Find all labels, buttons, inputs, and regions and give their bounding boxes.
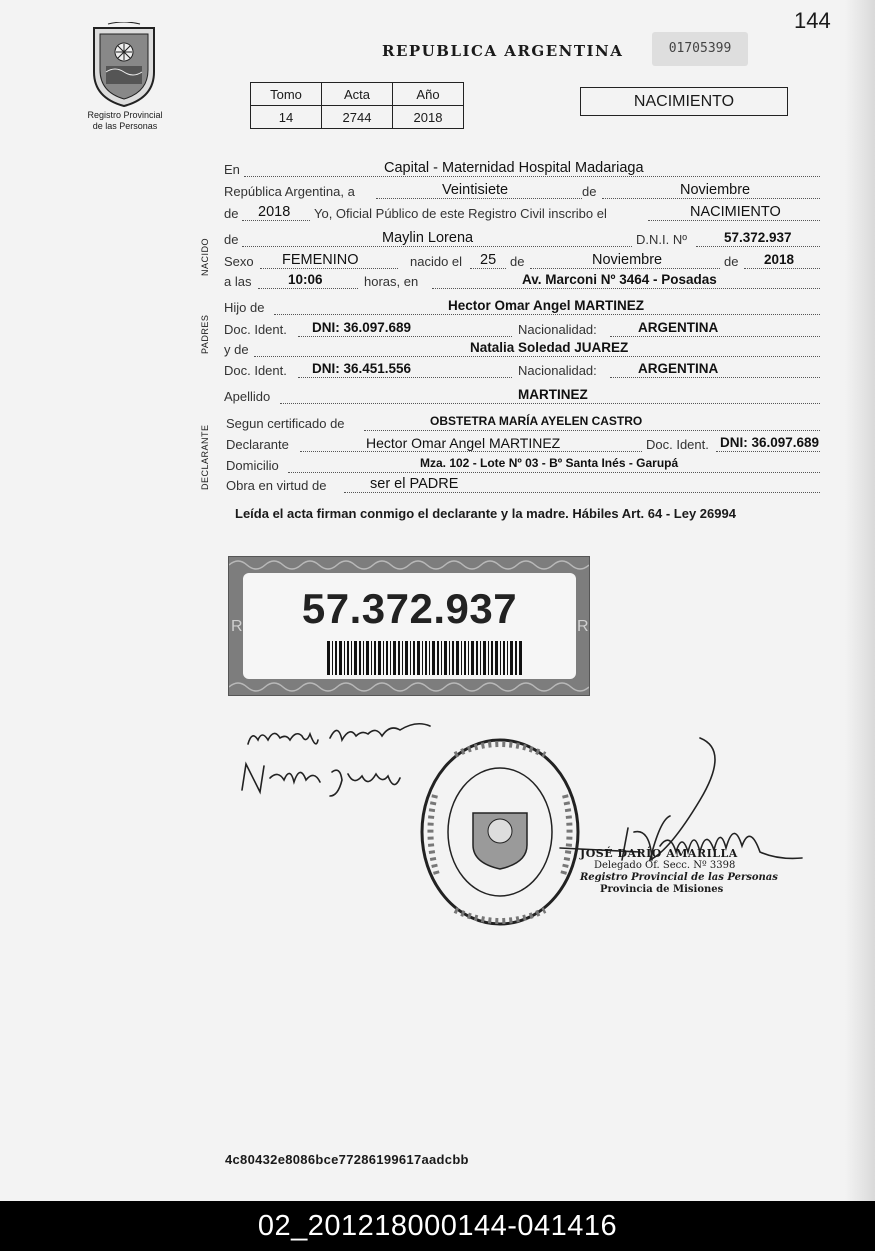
label-obra: Obra en virtud de <box>226 478 327 493</box>
row-father-doc <box>224 322 824 342</box>
value-sex: FEMENINO <box>282 252 359 268</box>
row-date <box>224 184 824 204</box>
value-birth-time: 10:06 <box>288 272 323 287</box>
header-tomo: Tomo <box>251 83 322 106</box>
label-en: En <box>224 162 240 177</box>
value-place: Capital - Maternidad Hospital Madariaga <box>384 160 644 176</box>
value-father-doc: DNI: 36.097.689 <box>312 320 412 335</box>
label-domicilio: Domicilio <box>226 458 279 473</box>
value-acta: 2744 <box>322 106 393 129</box>
logo-caption <box>70 110 180 132</box>
row-birth-time-place <box>224 274 824 294</box>
barcode-icon <box>327 641 523 675</box>
label-de-4: de <box>510 254 525 269</box>
label-republica: República Argentina, a <box>224 184 355 199</box>
official-stamp-text <box>580 848 780 896</box>
value-month-words: Noviembre <box>680 182 751 198</box>
value-birth-day: 25 <box>480 252 497 268</box>
dni-card-number: 57.372.937 <box>301 585 518 632</box>
side-label-padres: PADRES <box>200 314 210 354</box>
value-mother-doc: DNI: 36.451.556 <box>312 361 412 376</box>
provincial-coat-of-arms-logo <box>88 22 160 108</box>
value-surname: MARTINEZ <box>518 387 588 402</box>
row-capacity <box>224 478 824 498</box>
side-label-nacido: NACIDO <box>200 237 210 276</box>
label-de-1: de <box>582 184 597 199</box>
value-birth-year: 2018 <box>764 252 795 267</box>
row-mother-name <box>224 342 824 362</box>
label-y-de: y de <box>224 342 249 357</box>
value-day-words: Veintisiete <box>442 182 509 198</box>
label-doc-ident-2: Doc. Ident. <box>224 363 287 378</box>
label-nacionalidad-2: Nacionalidad: <box>518 363 597 378</box>
label-hijo-de: Hijo de <box>224 300 265 315</box>
value-tomo: 14 <box>251 106 322 129</box>
page-edge-shadow <box>845 0 875 1201</box>
label-declarante: Declarante <box>226 437 289 452</box>
page-number: 144 <box>794 8 831 33</box>
label-sexo: Sexo <box>224 254 254 269</box>
record-type-box: NACIMIENTO <box>580 87 788 116</box>
side-label-declarante: DECLARANTE <box>200 424 210 490</box>
label-nacido-el: nacido el <box>410 254 463 269</box>
serial-number: 01705399 <box>652 32 748 66</box>
logo-caption-line2: de las Personas <box>92 121 158 131</box>
label-de-5: de <box>724 254 739 269</box>
row-place <box>224 162 824 182</box>
label-de-3: de <box>224 232 239 247</box>
legal-note: Leída el acta firman conmigo el declarante y la madre. Hábiles Art. 64 - Ley 26994 <box>235 506 736 521</box>
label-certificado: Segun certificado de <box>226 416 345 431</box>
row-declarant <box>224 437 824 457</box>
dni-card-inner <box>243 573 576 679</box>
official-office: Registro Provincial de las Personas <box>580 872 778 883</box>
row-child-name <box>224 232 824 252</box>
value-year: 2018 <box>258 204 291 220</box>
official-seal-stamp <box>415 735 585 930</box>
value-birth-month: Noviembre <box>592 252 663 268</box>
value-domicile: Mza. 102 - Lote Nº 03 - Bº Santa Inés - Garupá <box>420 456 679 470</box>
value-father-nationality: ARGENTINA <box>638 320 719 335</box>
value-capacity: ser el PADRE <box>370 476 459 492</box>
value-anio: 2018 <box>393 106 464 129</box>
label-nacionalidad-1: Nacionalidad: <box>518 322 597 337</box>
dni-number-card <box>228 556 590 696</box>
value-child-name: Maylin Lorena <box>382 230 474 246</box>
value-child-dni: 57.372.937 <box>724 230 792 245</box>
value-birth-address: Av. Marconi Nº 3464 - Posadas <box>522 272 717 287</box>
registry-table-value-row <box>251 106 464 129</box>
header-acta: Acta <box>322 83 393 106</box>
value-mother-name: Natalia Soledad JUAREZ <box>470 340 629 355</box>
logo-caption-line1: Registro Provincial <box>87 110 163 120</box>
label-doc-ident-3: Doc. Ident. <box>646 437 709 452</box>
country-title: REPUBLICA ARGENTINA <box>382 42 624 60</box>
value-record-type: NACIMIENTO <box>690 204 781 220</box>
row-domicile <box>224 458 824 478</box>
value-mother-nationality: ARGENTINA <box>638 361 719 376</box>
value-father-name: Hector Omar Angel MARTINEZ <box>448 298 645 313</box>
document-hash: 4c80432e8086bce77286199617aadcbb <box>225 1152 469 1167</box>
value-declarant-doc: DNI: 36.097.689 <box>720 435 820 450</box>
registry-table-header-row <box>251 83 464 106</box>
svg-text:R: R <box>231 618 243 635</box>
row-surname <box>224 389 824 409</box>
official-role: Delegado Of. Secc. Nº 3398 <box>594 860 736 871</box>
label-doc-ident-1: Doc. Ident. <box>224 322 287 337</box>
header-anio: Año <box>393 83 464 106</box>
svg-text:R: R <box>577 618 589 635</box>
row-father-name <box>224 300 824 320</box>
label-de-2: de <box>224 206 239 221</box>
value-declarant: Hector Omar Angel MARTINEZ <box>366 435 561 451</box>
registry-table <box>250 82 464 129</box>
label-oficial: Yo, Oficial Público de este Registro Civil inscribo el <box>314 206 607 221</box>
label-a-las: a las <box>224 274 252 289</box>
value-certifier: OBSTETRA MARÍA AYELEN CASTRO <box>430 414 643 428</box>
label-dni: D.N.I. Nº <box>636 232 687 247</box>
official-name: JOSÉ DARÍO AMARILLA <box>580 847 738 860</box>
row-registration <box>224 206 824 226</box>
row-certificate <box>224 416 824 436</box>
row-sex-birthdate <box>224 254 824 274</box>
label-horas-en: horas, en <box>364 274 419 289</box>
label-apellido: Apellido <box>224 389 271 404</box>
footer-code: 02_201218000144-041416 <box>0 1201 875 1251</box>
row-mother-doc <box>224 363 824 383</box>
official-province: Provincia de Misiones <box>600 884 724 895</box>
